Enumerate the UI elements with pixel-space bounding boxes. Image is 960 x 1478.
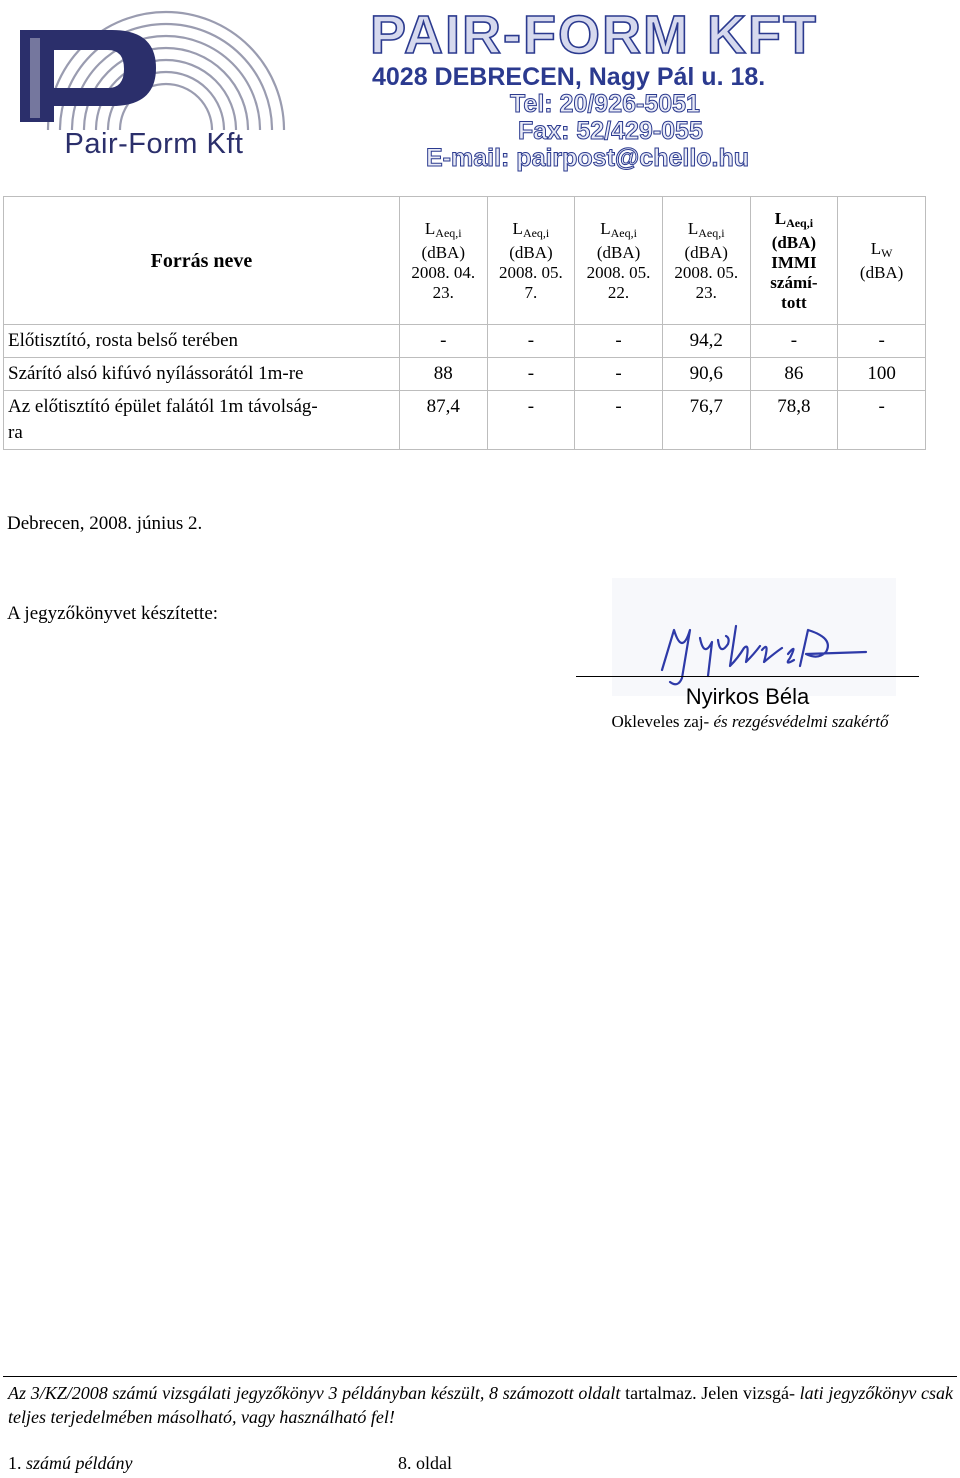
- cell-value: 94,2: [662, 325, 750, 358]
- signature-area: [612, 578, 896, 696]
- table-row: [4, 358, 926, 391]
- company-email: E-mail: pairpost@chello.hu: [426, 144, 750, 172]
- cell-value: -: [487, 358, 575, 391]
- cell-value: 100: [838, 358, 926, 391]
- page-number: 8. oldal: [398, 1453, 452, 1473]
- table-header-row: [4, 197, 926, 325]
- header-col-1: $L_{Aeq,i}$ (dBA) 2008. 04. 23.: [399, 197, 487, 325]
- header-col-4: $L_{Aeq,i}$ (dBA) 2008. 05. 23.: [662, 197, 750, 325]
- cell-value: 86: [750, 358, 838, 391]
- cell-value: -: [575, 358, 663, 391]
- signature-line: [576, 676, 919, 677]
- row-source: Az előtisztító épület falától 1m távolság- ra: [4, 391, 400, 450]
- signer-name: Nyirkos Béla: [685, 684, 810, 709]
- cell-value: -: [399, 325, 487, 358]
- copy-number: 1. számú példány: [8, 1453, 133, 1473]
- row-source: Előtisztító, rosta belső terében: [4, 325, 400, 358]
- company-phone: Tel: 20/926-5051: [510, 90, 700, 118]
- company-fax: Fax: 52/429-055: [518, 117, 703, 145]
- cell-value: -: [487, 391, 575, 450]
- cell-value: -: [575, 391, 663, 450]
- cell-value: 88: [399, 358, 487, 391]
- noise-measurement-table: [3, 196, 926, 450]
- cell-value: 76,7: [662, 391, 750, 450]
- cell-value: -: [750, 325, 838, 358]
- cell-value: 90,6: [662, 358, 750, 391]
- place-date: Debrecen, 2008. június 2.: [7, 513, 203, 534]
- cell-value: 87,4: [399, 391, 487, 450]
- logo-text: Pair-Form Kft: [64, 128, 244, 160]
- header-col-2: $L_{Aeq,i}$ (dBA) 2008. 05. 7.: [487, 197, 575, 325]
- cell-value: -: [487, 325, 575, 358]
- prepared-by-label: A jegyzőkönyvet készítette:: [7, 603, 219, 624]
- row-source: Szárító alsó kifúvó nyílássorától 1m-re: [4, 358, 400, 391]
- cell-value: -: [575, 325, 663, 358]
- cell-value: -: [838, 391, 926, 450]
- company-address: 4028 DEBRECEN, Nagy Pál u. 18.: [372, 63, 766, 91]
- footer-note: Az 3/KZ/2008 számú vizsgálati jegyzőkönyv 3 példányban készült, 8 számozott oldalt tartalmaz. Jelen vizsgá- lati jegyzőkönyv csak teljes terjedelmében másolható, vagy használható fel!: [8, 1383, 953, 1427]
- letterhead: [0, 0, 960, 172]
- table-row: [4, 391, 926, 450]
- company-block: [370, 6, 950, 172]
- cell-value: -: [838, 325, 926, 358]
- cell-value: 78,8: [750, 391, 838, 450]
- table-row: [4, 325, 926, 358]
- header-col-6: $L_W$ (dBA): [838, 197, 926, 325]
- header-col-5: $L_{Aeq,i}$ (dBA) IMMI számí- tott: [750, 197, 838, 325]
- company-name: PAIR-FORM KFT: [370, 5, 818, 65]
- header-source: Forrás neve: [4, 197, 400, 325]
- signature-icon: [612, 578, 896, 696]
- header-col-3: $L_{Aeq,i}$ (dBA) 2008. 05. 22.: [575, 197, 663, 325]
- footer-divider: [3, 1376, 957, 1377]
- signer-title: Okleveles zaj- és rezgésvédelmi szakértő: [611, 712, 889, 731]
